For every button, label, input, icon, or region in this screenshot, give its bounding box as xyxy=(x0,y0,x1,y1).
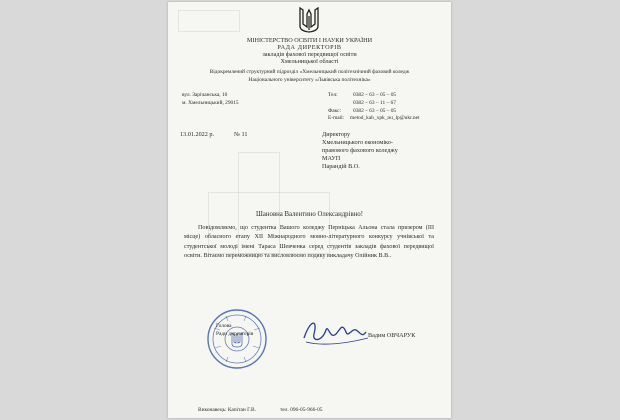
executor-phone: тел. 096-05-966-05 xyxy=(280,407,323,413)
recipient-line-3: правового фахового коледжу xyxy=(322,147,398,154)
fax-value: 0382 – 63 – 05 – 05 xyxy=(353,108,397,114)
recipient-line-1: Директору xyxy=(322,131,351,138)
recipient-line-5: Парандій В.О. xyxy=(322,163,360,170)
faint-background-mark xyxy=(178,10,240,32)
round-seal-stamp xyxy=(206,308,268,370)
tel-value-2: 0382 – 63 – 11 – 67 xyxy=(353,100,396,106)
unit-line-2: Національного університету «Львівська політехніка» xyxy=(248,77,371,83)
fax-label: Факс: xyxy=(328,108,342,114)
trident-emblem-icon xyxy=(298,6,320,34)
recipient-line-2: Хмельницького економіко- xyxy=(322,139,393,146)
email-label: E-mail: xyxy=(328,115,345,121)
signer-name: Вадим ОВЧАРУК xyxy=(368,332,416,339)
letter-number: № 11 xyxy=(234,131,248,138)
address-street: вул. Зарічанська, 10 xyxy=(182,92,228,98)
letter-date: 13.01.2022 р. xyxy=(180,131,215,138)
handwritten-signature xyxy=(300,312,372,352)
tel-value: 0382 – 63 – 05 – 05 xyxy=(353,92,397,98)
letter-page xyxy=(168,2,451,418)
unit-line-1: Відокремлений структурний підрозділ «Хмельницький політехнічний фаховий коледж xyxy=(209,69,410,75)
institution-line: закладів фахової передвищої освіти xyxy=(262,51,357,58)
salutation: Шановна Валентино Олександрівно! xyxy=(256,211,363,218)
region-line: Хмельницької області xyxy=(280,58,339,65)
recipient-line-4: МАУП xyxy=(322,155,341,162)
ministry-title: МІНІСТЕРСТВО ОСВІТИ І НАУКИ УКРАЇНИ xyxy=(246,37,373,44)
letter-body: Повідомляємо, що студентка Вашого коледжу Перніцька Альона стала призером (ІІІ місце) обласного етапу ХІІ Міжнародного мовно-літературного конкурсу учнівської та студентської молоді імені Тараса Шевченка серед студентів закладів фахової передвищої освіти. Вітаємо переможницю та висловлюємо подяку викладачу Олійник В.В.. xyxy=(184,225,434,260)
email-value: metod_kab_xpk_nu_lp@ukr.net xyxy=(350,115,420,121)
address-city: м. Хмельницький, 29015 xyxy=(182,100,239,106)
tel-label: Тел: xyxy=(328,92,338,98)
signer-role-line-2: Ради директорів xyxy=(216,331,254,337)
council-title: РАДА ДИРЕКТОРІВ xyxy=(277,44,342,51)
signer-role-line-1: Голова xyxy=(216,323,232,329)
executor-label: Виконавець: Капітан Г.В. xyxy=(198,407,256,413)
